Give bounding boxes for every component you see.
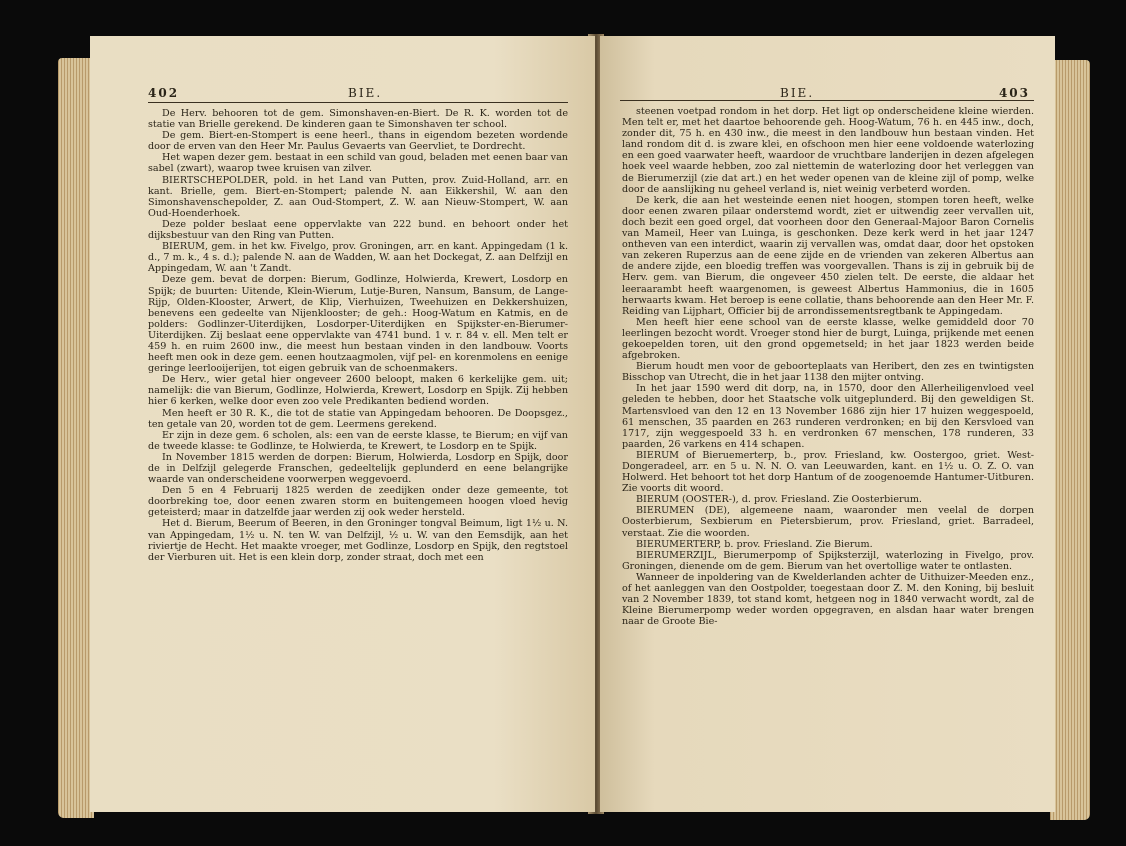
open-book — [40, 6, 1092, 834]
right-page — [600, 36, 1055, 812]
paragraph: Er zijn in deze gem. 6 scholen, als: een van de eerste klasse, te Bierum; en vijf van de tweede klasse: te Godlinze, te Holwierda, te Krewert, te Losdorp en te Spijk. — [148, 429, 568, 452]
paragraph: BIERUM (OOSTER-), d. prov. Friesland. Zie Oosterbierum. — [636, 494, 922, 506]
right-page-text — [622, 106, 1034, 627]
paragraph: BIERUM, gem. in het kw. Fivelgo, prov. Groningen, arr. en kant. Appingedam (1 k. d., 7 m. k., 4 s. d.); palende N. aan de Wadden, W. aan het Dockegat, Z. aan Delfzijl en Appingedam, W. aan 't Zandt. — [148, 241, 568, 275]
paragraph: De Herv., wier getal hier ongeveer 2600 beloopt, maken 6 kerkelijke gem. uit; namelijk: die van Bierum, Godlinze, Holwierda, Krewert, Losdorp en Spijk. Zij hebben hier 6 kerken, welke door even zoo vele Predikanten bediend worden. — [148, 374, 568, 408]
paragraph: BIERTSCHEPOLDER, pold. in het Land van Putten, prov. Zuid-Holland, arr. en kant. Brielle, gem. Biert-en-Stompert; palende N. aan Eikkershil, W. aan den Simonshavenschepolder, Z. aan Oud-Stompert, Z. W. aan Nieuw-Stompert, W. aan Oud-Hoenderhoek. — [148, 174, 568, 219]
left-page-edges — [58, 58, 94, 818]
paragraph: BIERUMEN (DE), algemeene naam, waaronder men veelal de dorpen Oosterbierum, Sexbierum en Pietersbierum, prov. Friesland, griet. Barradeel, verstaat. Zie die woorden. — [622, 505, 1034, 539]
paragraph: Het d. Bierum, Beerum of Beeren, in den Groninger tongval Beimum, ligt 1½ u. N. van Appingedam, 1½ u. N. ten W. van Delfzijl, ½ u. W. van den Eemsdijk, aan het riviertje de Hecht. Het maakte vroeger, met Godlinze, Losdorp en Spijk, den regtstoel der Vierburen uit. Het is een klein dorp, zonder straat, doch met een — [148, 518, 568, 563]
paragraph: Deze gem. bevat de dorpen: Bierum, Godlinze, Holwierda, Krewert, Losdorp en Spijk; de buurten: Uitende, Klein-Wierum, Lutje-Buren, Nansum, Bansum, de Lange-Rijp, Olden-Klooster, Arwert, de Klip, Vierhuizen, Tweehuizen en Dekkershuizen, benevens een gedeelte van Nijenklooster; de geh.: Hoog-Watum en Katmis, en de polders: Godlinzer-Uiterdijken, Losdorper-Uiterdijken en Spijkster-en-Bierumer-Uiterdijken. Zij beslaat eene oppervlakte van 4741 bund. 1 v. r. 84 v. ell. Men telt er 459 h. en ruim 2600 inw., die meest hun bestaan vinden in den landbouw. Voorts heeft men ook in deze gem. eenen houtzaagmolen, vijf pel- en korenmolens en eenige geringe leerlooijerijen, tot eigen gebruik van de schoenmakers. — [148, 274, 568, 375]
paragraph: BIERUMERZIJL, Bierumerpomp of Spijksterzijl, waterlozing in Fivelgo, prov. Groningen, dienende om de gem. Bierum van het overtollige water te ontlasten. — [622, 549, 1034, 572]
left-page-number: 402 — [148, 86, 180, 100]
paragraph: Wanneer de inpoldering van de Kwelderlanden achter de Uithuizer-Meeden enz., of het aanleggen van den Oostpolder, toegestaan door Z. M. den Koning, bij besluit van 2 November 1839, tot stand komt, hetgeen nog in 1840 verwacht wordt, zal de Kleine Bierumerpomp weder worden opgegraven, en alsdan haar water brengen naar de Groote Bie- — [622, 571, 1034, 628]
left-running-title: BIE. — [348, 86, 383, 100]
right-header-rule — [620, 100, 1034, 101]
right-page-number: 403 — [998, 86, 1030, 100]
paragraph: Deze polder beslaat eene oppervlakte van 222 bund. en behoort onder het dijksbestuur van den Ring van Putten. — [148, 218, 568, 242]
paragraph: Men heeft hier eene school van de eerste klasse, welke gemiddeld door 70 leerlingen bezocht wordt. Vroeger stond hier de burgt, Luinga, prijkende met eenen gekoepelden toren, uit den grond opgemetseld; in het jaar 1823 werden beide afgebroken. — [622, 316, 1034, 362]
paragraph: De gem. Biert-en-Stompert is eene heerl., thans in eigendom bezeten wordende door de erven van den Heer Mr. Paulus Gevaerts van Geervliet, te Dordrecht. — [148, 130, 568, 153]
right-running-title: BIE. — [780, 86, 815, 100]
paragraph: De Herv. behooren tot de gem. Simonshaven-en-Biert. De R. K. worden tot de statie van Brielle gerekend. De kinderen gaan te Simonshaven ter school. — [148, 108, 568, 131]
paragraph: Men heeft er 30 R. K., die tot de statie van Appingedam behooren. De Doopsgez., ten getale van 20, worden tot de gem. Leermens gerekend. — [148, 407, 568, 430]
left-page-text — [148, 108, 568, 563]
left-page — [90, 36, 595, 812]
right-page-edges — [1050, 60, 1090, 820]
paragraph: In het jaar 1590 werd dit dorp, na, in 1570, door den Allerheiligenvloed veel geleden te hebben, door het Staatsche volk uitgeplunderd. Bij den geweldigen St. Martensvloed van den 12 en 13 November 1686 zijn hier 17 huizen weggespoeld, 61 menschen, 35 paarden en 263 runderen verdronken; en bij den Kersvloed van 1717, zijn weggespoeld 33 h. en verdronken 67 menschen, 178 runderen, 33 paarden, 26 varkens en 414 schapen. — [622, 383, 1034, 450]
paragraph: De kerk, die aan het westeinde eenen niet hoogen, stompen toren heeft, welke door eenen zwaren pilaar onderstemd wordt, ziet er uitwendig zeer vervallen uit, doch bezit een goed orgel, dat voorheen door den Generaal-Majoor Baron Cornelis van Mameil, Heer van Luinga, is geschonken. Deze kerk werd in het jaar 1247 ontheven van een interdict, waarin zij vervallen was, omdat daar, door het opstoken van zekeren Ruperzus aan de eene zijde en de vrienden van zekeren Albertus aan de andere zijde, een bloedig treffen was voorgevallen. Thans is zij in gebruik bij de Herv. gem. van Bierum, die ongeveer 450 zielen telt. De eerste, die aldaar het leeraarambt heeft waargenomen, is geweest Albertus Hammonius, die in 1605 herwaarts kwam. Het beroep is eene collatie, thans behoorende aan den Heer Mr. F. Reiding van Lijphart, Officier bij de arrondissementsregtbank te Appingedam. — [622, 194, 1034, 317]
left-header-rule — [148, 102, 568, 103]
paragraph: Het wapen dezer gem. bestaat in een schild van goud, beladen met eenen baar van sabel (zwart), waarop twee kruisen van zilver. — [148, 152, 568, 175]
paragraph: Bierum houdt men voor de geboorteplaats van Heribert, den zes en twintigsten Bisschop van Utrecht, die in het jaar 1138 den mijter ontving. — [622, 361, 1034, 384]
paragraph: Den 5 en 4 Februarij 1825 werden de zeedijken onder deze gemeente, tot doorbreking toe, door eenen zwaren storm en buitengemeen hoogen vloed hevig geteisterd; maar in datzelfde jaar werden zij ook weder hersteld. — [148, 485, 568, 519]
paragraph: BIERUMERTERP, b. prov. Friesland. Zie Bierum. — [636, 538, 873, 550]
paragraph: steenen voetpad rondom in het dorp. Het ligt op onderscheidene kleine wierden. Men telt er, met het daartoe behoorende geh. Hoog-Watum, 76 h. en 445 inw., doch, zonder dit, 75 h. en 430 inw., die meest in den landbouw hun bestaan vinden. Het land rondom dit d. is zware klei, en ofschoon men hier eene voldoende waterlozing en een goed vaarwater heeft, waardoor de vruchtbare landerijen in dezen afgelegen hoek veel waarde hebben, zoo zal niettemin de waterlozing door het verleggen van de Bierumerzijl (zie dat art.) en het weder openen van de kleine zijl of pomp, welke door de aanslijking nu geheel verland is, niet weinig verbeterd worden. — [622, 106, 1034, 195]
paragraph: BIERUM of Bieruemerterp, b., prov. Friesland, kw. Oostergoo, griet. West-Dongeradeel, arr. en 5 u. N. N. O. van Leeuwarden, kant. en 1½ u. O. Z. O. van Holwerd. Het behoort tot het dorp Hantum of de zoogenoemde Hantumer-Uitburen. Zie voorts dit woord. — [622, 449, 1034, 495]
paragraph: In November 1815 werden de dorpen: Bierum, Holwierda, Losdorp en Spijk, door de in Delfzijl gelegerde Franschen, gedeeltelijk geplunderd en eene belangrijke waarde van onderscheidene voorwerpen weggevoerd. — [148, 451, 568, 486]
